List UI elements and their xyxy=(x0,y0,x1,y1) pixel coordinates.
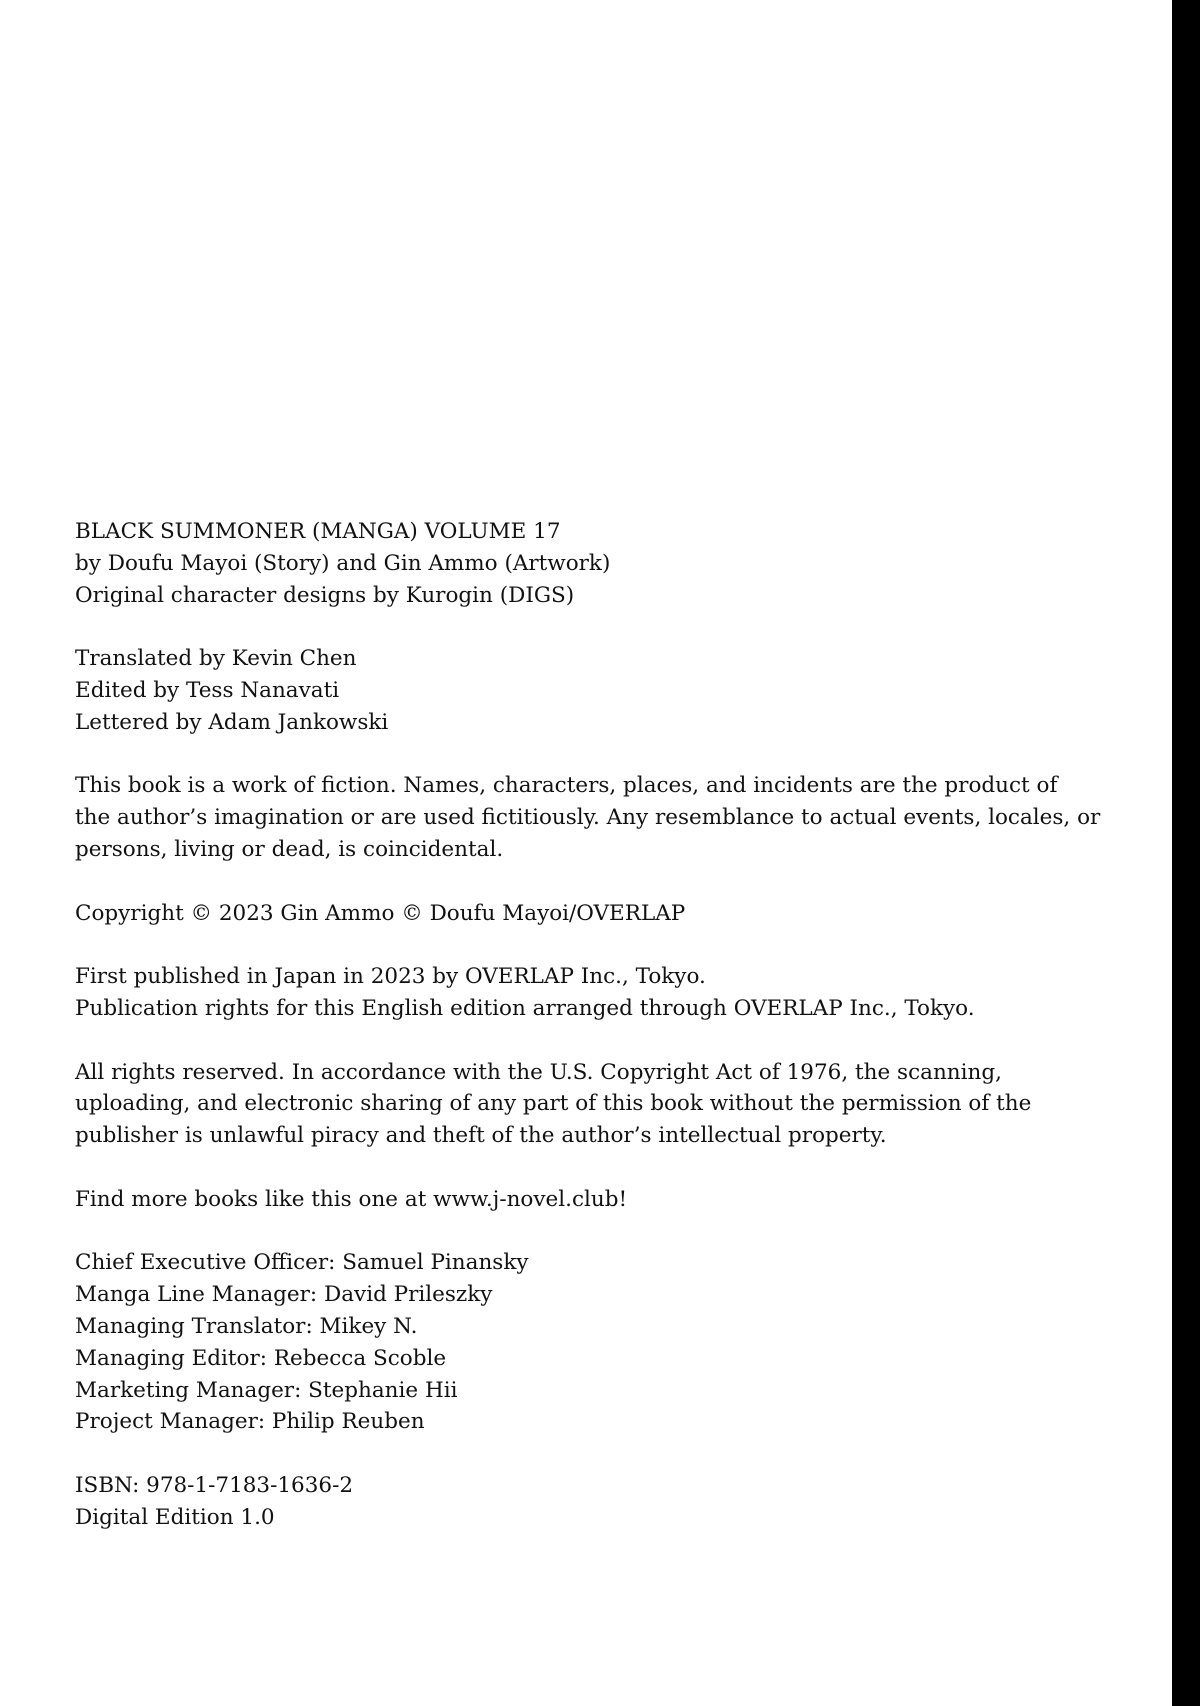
management-line: Manga Line Manager: David Prileszky xyxy=(75,1282,493,1308)
authors-line: by Doufu Mayoi (Story) and Gin Ammo (Artwork) xyxy=(75,550,611,576)
copyright-section xyxy=(75,898,1155,930)
book-title: BLACK SUMMONER (MANGA) VOLUME 17 xyxy=(75,519,561,544)
publication-rights-line: Publication rights for this English edition arranged through OVERLAP Inc., Tokyo. xyxy=(75,995,975,1021)
copyright-line: Copyright © 2023 Gin Ammo © Doufu Mayoi/OVERLAP xyxy=(75,900,686,926)
page-edge-bar xyxy=(1172,0,1200,1706)
management-line: Project Manager: Philip Reuben xyxy=(75,1409,425,1435)
credits-section xyxy=(75,516,1155,611)
management-line: Marketing Manager: Stephanie Hii xyxy=(75,1377,458,1403)
rights-line: All rights reserved. In accordance with the U.S. Copyright Act of 1976, the scanning, xyxy=(75,1059,1002,1085)
translator-line: Translated by Kevin Chen xyxy=(75,646,357,672)
edition-section xyxy=(75,1470,1155,1534)
rights-line: uploading, and electronic sharing of any part of this book without the permission of the xyxy=(75,1091,1032,1117)
editor-line: Edited by Tess Nanavati xyxy=(75,677,340,703)
website-section xyxy=(75,1184,1155,1216)
disclaimer-line: the author’s imagination or are used fictitiously. Any resemblance to actual events, locales, or xyxy=(75,805,1101,831)
disclaimer-line: persons, living or dead, is coincidental. xyxy=(75,836,504,862)
first-published-line: First published in Japan in 2023 by OVERLAP Inc., Tokyo. xyxy=(75,964,706,990)
management-line: Chief Executive Officer: Samuel Pinansky xyxy=(75,1250,529,1276)
publication-section xyxy=(75,961,1155,1025)
website-line: Find more books like this one at www.j-novel.club! xyxy=(75,1186,628,1212)
staff-section xyxy=(75,643,1155,738)
letterer-line: Lettered by Adam Jankowski xyxy=(75,709,389,735)
rights-line: publisher is unlawful piracy and theft of the author’s intellectual property. xyxy=(75,1123,887,1149)
management-section xyxy=(75,1247,1155,1438)
isbn-line: ISBN: 978-1-7183-1636-2 xyxy=(75,1472,354,1498)
character-designs-line: Original character designs by Kurogin (DIGS) xyxy=(75,582,575,608)
disclaimer-line: This book is a work of fiction. Names, characters, places, and incidents are the product of xyxy=(75,773,1058,799)
management-line: Managing Editor: Rebecca Scoble xyxy=(75,1345,447,1371)
management-line: Managing Translator: Mikey N. xyxy=(75,1313,418,1339)
copyright-text-block xyxy=(75,516,1155,1565)
fiction-disclaimer xyxy=(75,770,1155,865)
edition-version-line: Digital Edition 1.0 xyxy=(75,1504,275,1530)
rights-reserved-section xyxy=(75,1057,1155,1152)
